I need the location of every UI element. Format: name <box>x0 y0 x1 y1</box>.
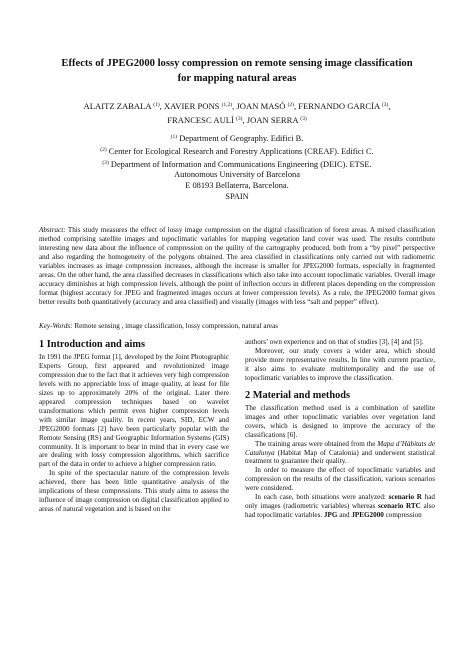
affiliation-line <box>40 132 434 145</box>
affiliation-line <box>40 158 434 171</box>
text-run: had only images (radiometric variables) whereas <box>245 493 435 511</box>
author-affiliation-marker: (3) <box>236 115 243 122</box>
paragraph: authors’ own experience and on that of studies [3], [4] and [5]. <box>245 338 424 346</box>
address-line: Autonomous University of Barcelona <box>174 170 300 180</box>
affiliation-line <box>40 145 434 158</box>
text-run: and <box>337 511 352 520</box>
affiliation-marker: (2) <box>100 146 107 153</box>
affiliation-marker: (3) <box>102 159 109 166</box>
paragraph: In order to measure the effect of topoclimatic variables and compression on the results of the classification, various scenarios were considered. <box>245 466 435 493</box>
paragraph <box>245 493 435 520</box>
author-affiliation-marker: (2) <box>287 102 294 108</box>
author-name: JOAN MASÓ <box>236 101 286 111</box>
author-affiliation-marker: (3) <box>300 115 307 122</box>
scenario-rtc: scenario RTC <box>377 502 421 511</box>
author-name: JOAN SERRA <box>246 114 299 125</box>
affiliation-marker: (1) <box>170 134 178 140</box>
text-run: also had topoclimatic variables. <box>245 502 435 520</box>
author-name: XAVIER PONS <box>163 101 220 111</box>
address-line: E 08193 Bellaterra, Barcelona. <box>185 181 289 191</box>
authors-line-2: FRANCESC AULÍ $^{(3)}$, JOAN SERRA $^{(3)}$ <box>167 114 307 125</box>
right-column <box>245 338 435 520</box>
keywords-text: Remote sensing , image classification, lossy compression, natural areas <box>72 322 279 330</box>
abstract-text: This study measures the effect of lossy image compression on the digital classification of forest areas. A mixed classification method comprising satellite images and topoclimatic variables for mapping vegetation land cover was used. The results contribute interesting new data about the influence of compression on the quility of the cartography produced, both from a “by pixel” perspective and also regarding the homogeneity of the polygons obtained. The area classified in classifications only carried out with radiometric variables increases as image compression increases, although the increase is smaller for JPEG2000 formats, especially in fragmented areas. On the other hand, the area classified decreases in classifications which also take into account topoclimatic variables. Overall image accuracy diminishes at high compression levels, although the point of inflection occurs in different places depending on the compression format (highest accuracy for JPEG and fragmented images occurs at lower compression levels). As a rule, the JPEG2000 format gives better results both quantitatively (accuracy and area classified) and visually (images with less “salt and pepper” effect). <box>39 226 435 306</box>
text-run: (Habitat Map of Catalonia) and underwent statistical treatment to guarantee their quality. <box>245 448 435 466</box>
affiliation-text: Center for Ecological Research and Forestry Applications (CREAF). Edifici C. <box>108 146 374 156</box>
affiliations <box>40 132 434 203</box>
paragraph: In 1991 the JPEG format [1], developed by the Joint Photographic Experts Group, first appeared and revolutionized image compression due to the fact that it achieves very high compression levels with no appreciable loss of image quality, at least for file sizes up to approximately 20% of the original. Later there appeared compression techniques based on wavelet transformations which permit even higher compression levels with similar image quality. In recent years, SID, ECW and JPEG2000 formats [2] have been particularly popular with the Remote Sensing (RS) and Geographic Information Systems (GIS) community. It is important to bear in mind that in every case we are dealing with lossy compression algorithms, which sacrifice part of the data in order to achieve a higher compression ratio. <box>39 353 229 469</box>
author-affiliation-marker: (3) <box>381 102 389 108</box>
format-jpeg2000: JPEG2000 <box>351 511 384 520</box>
authors-line-1: ALAITZ ZABALA $^{(1)}$, XAVIER PONS $^{(1,2)}$, JOAN MASÓ $^{(2)}$, FERNANDO GARCÍA $^{(3)}$, <box>83 101 391 111</box>
author-name: ALAITZ ZABALA <box>83 101 152 111</box>
author-list <box>36 99 438 126</box>
keywords <box>39 322 435 331</box>
paragraph: In spite of the spectacular nature of the compression levels achieved, there has been little quantitative analysis of the implications of these compressions. This study aims to assess the influence of image compression on digital classification applied to areas of natural vegetation and is based on the <box>39 469 229 514</box>
paper-title: Effects of JPEG2000 lossy compression on remote sensing image classification for mapping natural areas <box>61 58 413 84</box>
abstract <box>39 226 435 307</box>
author-name: FRANCESC AULÍ <box>167 114 234 125</box>
abstract-label: Abstract: <box>39 226 66 234</box>
affiliation-text: Department of Information and Communications Engineering (DEIC). ETSE. <box>110 159 372 169</box>
author-name: FERNANDO GARCÍA <box>298 101 380 111</box>
author-affiliation-marker: (1,2) <box>221 102 233 108</box>
format-jpg: JPG <box>323 511 338 520</box>
section-heading-introduction: 1 Introduction and aims <box>39 339 145 350</box>
scenario-r: scenario R <box>388 493 422 502</box>
address-line: SPAIN <box>225 191 249 201</box>
paragraph: The classification method used is a combination of satellite images and other topoclimatic variables over vegetation land covers, which is designed to improve the accuracy of the classifications [6]. <box>245 403 435 439</box>
paragraph <box>245 440 435 467</box>
text-run: The training areas were obtained from the <box>255 439 378 448</box>
section-heading-methods: 2 Material and methods <box>245 389 350 401</box>
author-affiliation-marker: (1) <box>153 102 160 108</box>
paragraph: Moreover, our study covers a wider area, which should provide more representative results. In line with current practice, it also aims to evaluate multitemporality and the use of topoclimatic variables to improve the classification. <box>245 346 435 382</box>
text-run: In each case, both situations were analyzed: <box>255 493 389 502</box>
affiliation-text: Department of Geography. Edifici B. <box>179 134 304 143</box>
map-title: Mapa d’Hàbitats de Catalunya <box>245 439 436 457</box>
text-run: compression <box>383 511 422 520</box>
keywords-label: Key-Words: <box>39 322 73 330</box>
left-column <box>39 338 229 514</box>
